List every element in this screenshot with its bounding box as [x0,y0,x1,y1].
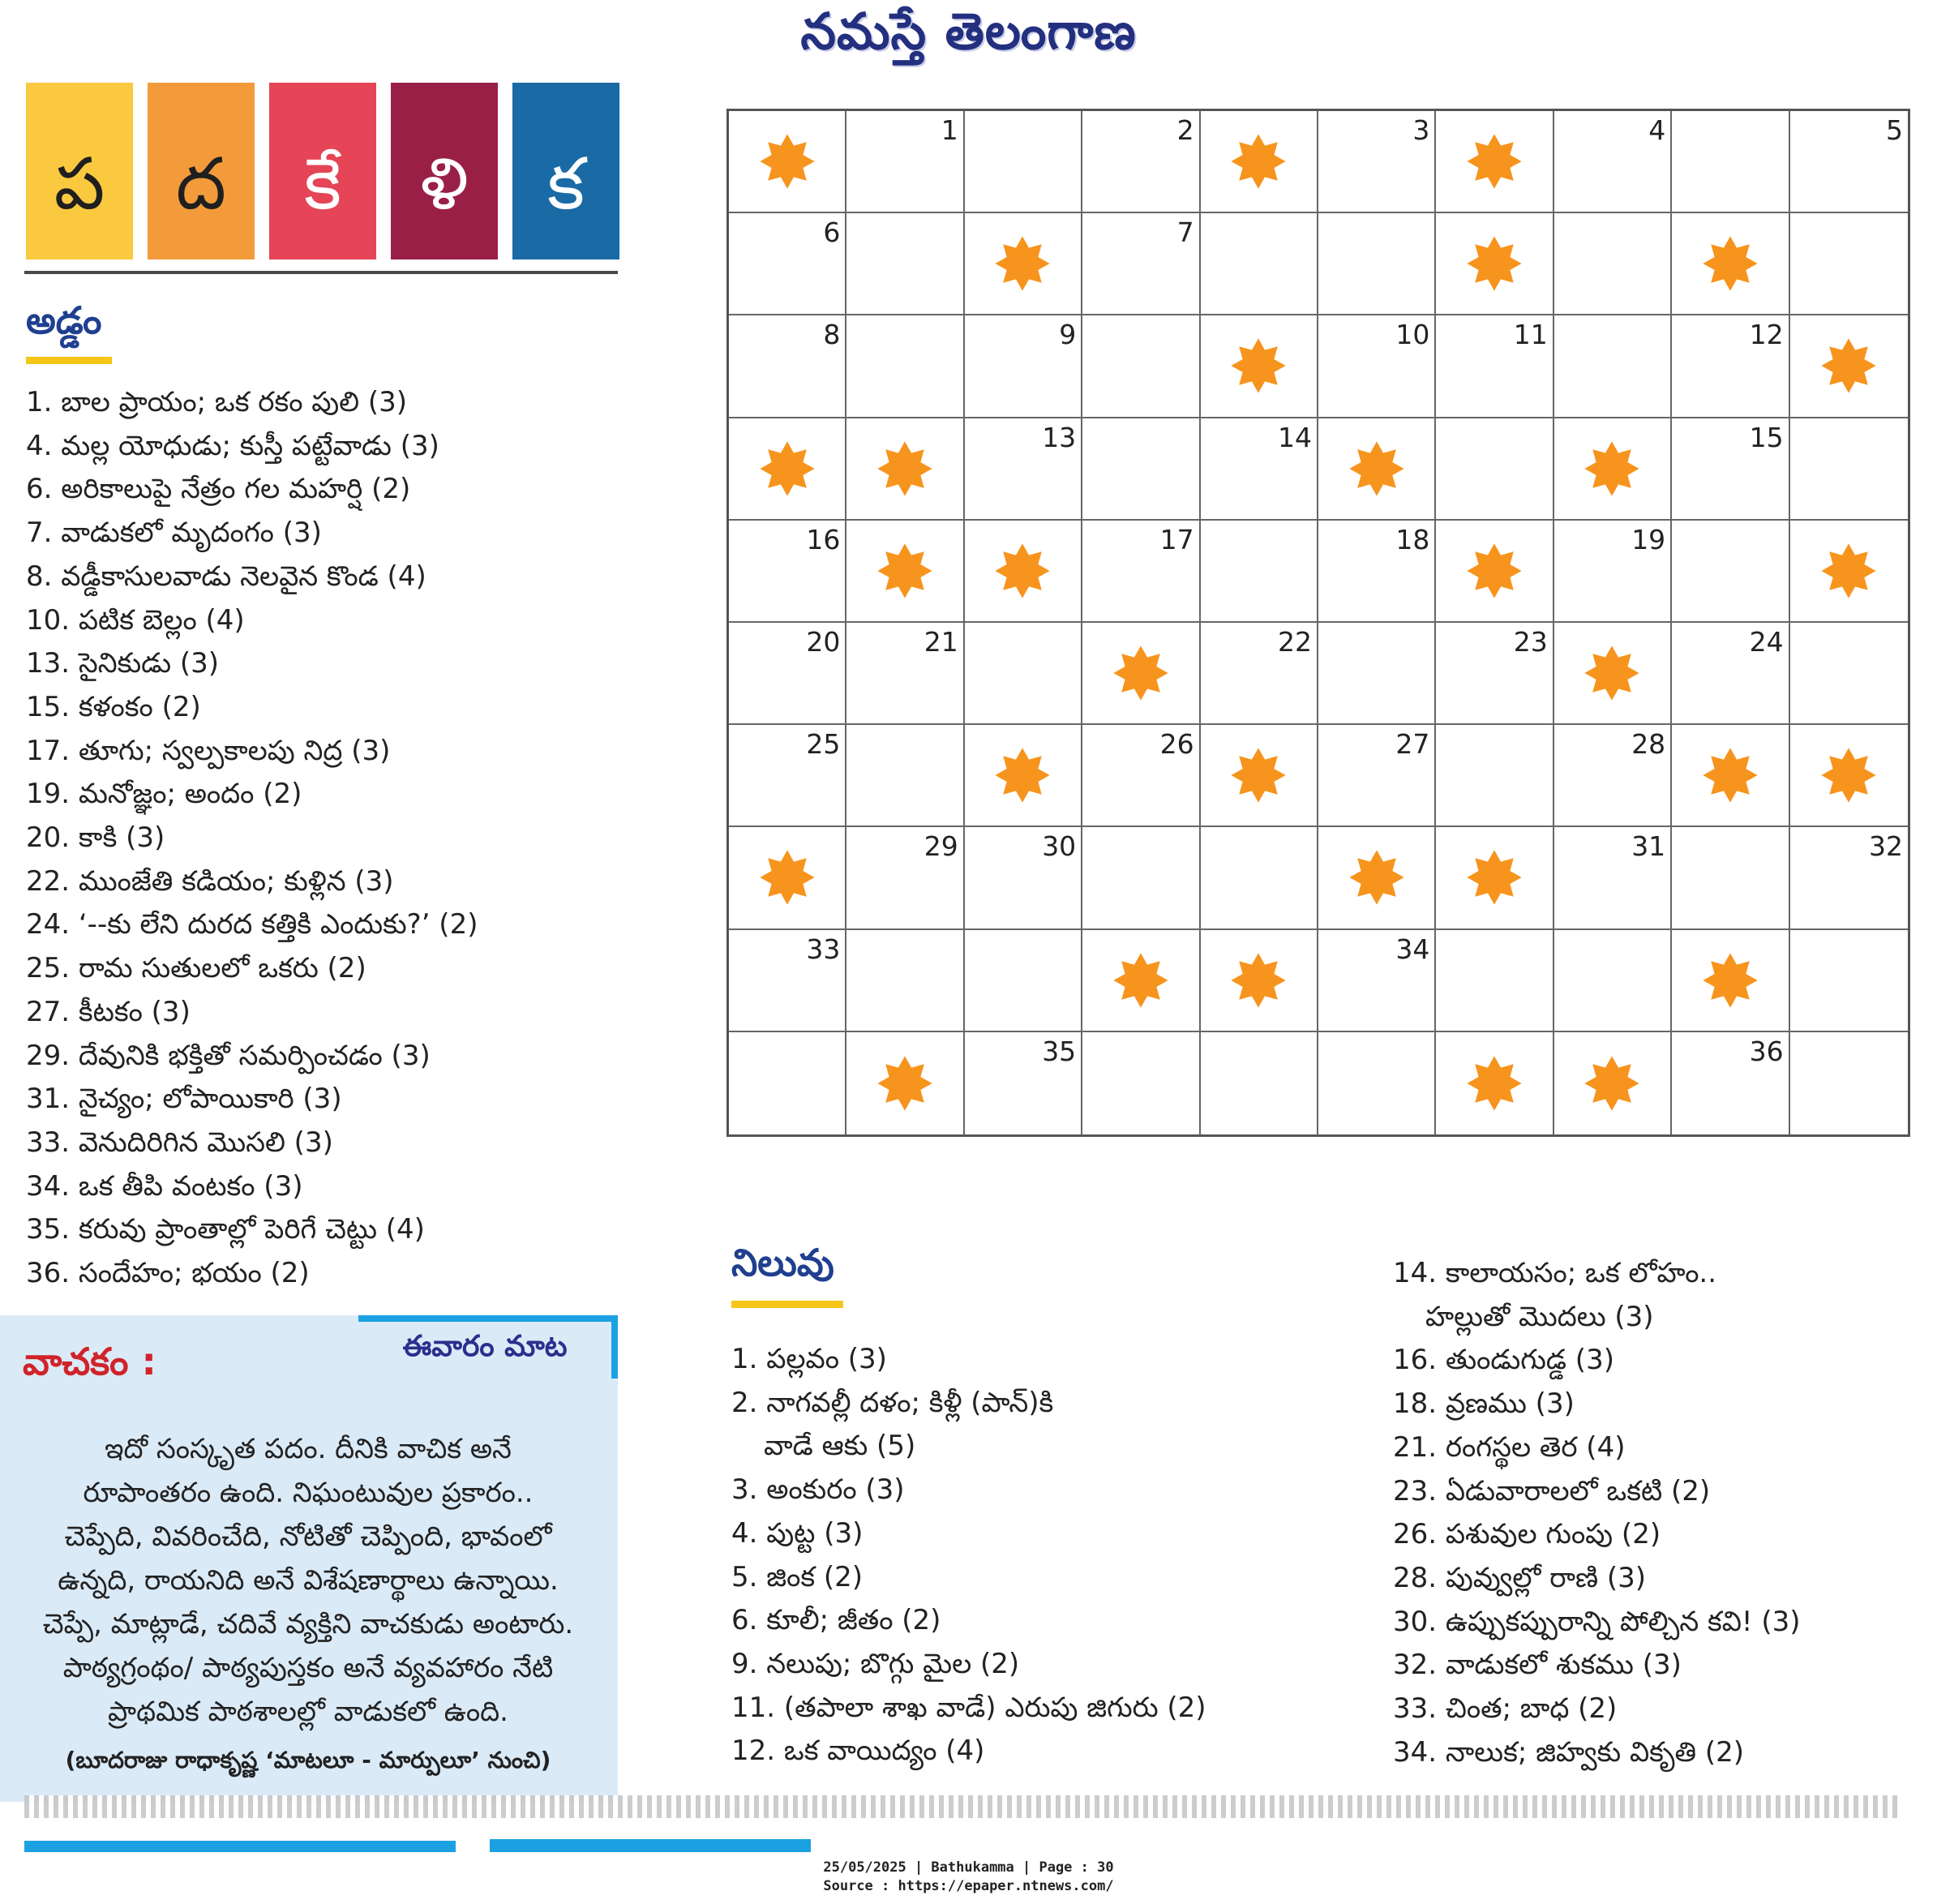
grid-cell[interactable] [1082,213,1200,315]
grid-cell[interactable] [965,315,1082,418]
word-of-week-line: చెప్పేది, వివరించేది, నోటితో చెప్పింది, భావంలో [64,1520,552,1553]
grid-cell[interactable] [1201,213,1318,315]
star-icon [1112,952,1169,1009]
grid-cell[interactable] [1554,315,1672,418]
cell-number: 35 [1042,1035,1077,1067]
star-icon [876,542,933,599]
grid-cell[interactable] [1082,111,1200,213]
grid-cell[interactable] [1790,930,1908,1032]
blocked-cell [846,1032,964,1134]
down-heading-underline [731,1301,843,1308]
grid-cell[interactable] [1318,725,1436,827]
star-icon [1583,645,1640,701]
blocked-cell [965,725,1082,827]
blocked-cell [1436,827,1553,929]
grid-cell[interactable] [1554,111,1672,213]
across-clue: 29. దేవునికి భక్తితో సమర్పించడం (3) [26,1039,431,1072]
cell-number: 34 [1395,933,1430,965]
grid-cell[interactable] [965,623,1082,725]
across-clue: 7. వాడుకలో మృదంగం (3) [26,517,322,550]
grid-cell[interactable] [1554,930,1672,1032]
blocked-cell [1201,315,1318,418]
star-icon [876,440,933,497]
title-tile: ప [26,83,133,259]
grid-cell[interactable] [846,315,964,418]
cell-number: 17 [1159,523,1194,555]
blocked-cell [1436,111,1553,213]
next-section-bar-left [24,1841,456,1852]
grid-cell[interactable] [1554,827,1672,929]
word-of-week-text [16,1427,600,1734]
grid-cell[interactable] [1082,827,1200,929]
grid-cell[interactable] [846,623,964,725]
star-icon [1466,235,1523,292]
across-clue: 17. తూగు; స్వల్పకాలపు నిద్ర (3) [26,734,391,767]
down-heading: నిలువు [731,1241,834,1284]
grid-cell[interactable] [1082,521,1200,623]
star-icon [1583,1055,1640,1112]
grid-cell[interactable] [1436,725,1553,827]
blocked-cell [1672,930,1789,1032]
star-icon [876,1055,933,1112]
word-of-week-line: చెప్పే, మాట్లాడే, చదివే వ్యక్తిని వాచకుడు అంటారు. [42,1608,574,1640]
across-clue: 8. వడ్డీకాసులవాడు నెలవైన కొండ (4) [26,560,426,593]
grid-cell[interactable] [1082,725,1200,827]
across-clue: 15. కళంకం (2) [26,690,201,723]
grid-cell[interactable] [1790,1032,1908,1134]
cell-number: 2 [1176,114,1194,146]
word-of-week-line: ఇదో సంస్కృత పదం. దీనికి వాచిక అనే [105,1433,512,1465]
star-icon [759,133,816,190]
grid-cell[interactable] [1672,521,1789,623]
down-clue: 11. (తపాలా శాఖ వాడే) ఎరుపు జిగురు (2) [731,1691,1206,1724]
across-clue: 13. సైనికుడు (3) [26,647,220,680]
down-clue: 26. పశువుల గుంపు (2) [1393,1518,1661,1551]
down-clue: 2. నాగవల్లీ దళం; కిళ్లీ (పాన్)కి [731,1386,1054,1419]
blocked-cell [965,521,1082,623]
grid-cell[interactable] [729,1032,846,1134]
cell-number: 14 [1277,421,1312,453]
blocked-cell [729,418,846,521]
star-icon [1230,133,1287,190]
title-tile: ద [148,83,255,259]
grid-cell[interactable] [846,930,964,1032]
grid-cell[interactable] [1318,930,1436,1032]
cell-number: 36 [1749,1035,1784,1067]
down-clue: 28. పువ్వుల్లో రాణి (3) [1393,1561,1647,1594]
grid-cell[interactable] [1318,111,1436,213]
down-clue: 21. రంగస్థల తెర (4) [1393,1430,1626,1464]
star-icon [1702,952,1759,1009]
grid-cell[interactable] [846,827,964,929]
cell-number: 30 [1042,830,1077,863]
grid-cell[interactable] [1790,418,1908,521]
star-icon [1230,747,1287,804]
grid-cell[interactable] [729,725,846,827]
cell-number: 21 [924,626,958,658]
down-clue: 30. ఉప్పుకప్పురాన్ని పోల్చిన కవి! (3) [1393,1605,1801,1638]
grid-cell[interactable] [1201,1032,1318,1134]
grid-cell[interactable] [1554,725,1672,827]
grid-cell[interactable] [1672,315,1789,418]
cell-number: 11 [1513,319,1548,351]
down-clue: 34. నాలుక; జిహ్వకు వికృతి (2) [1393,1735,1745,1769]
decorative-border [24,1795,1897,1818]
across-clue: 27. కీటకం (3) [26,995,191,1028]
cell-number: 10 [1395,319,1430,351]
blocked-cell [1082,930,1200,1032]
cell-number: 32 [1868,830,1903,863]
across-clue: 31. నైచ్యం; లోపాయికారి (3) [26,1083,342,1116]
across-clue: 35. కరువు ప్రాంతాల్లో పెరిగే చెట్టు (4) [26,1213,425,1246]
down-clue: 6. కూలీ; జీతం (2) [731,1604,941,1637]
grid-cell[interactable] [729,521,846,623]
grid-cell[interactable] [1318,213,1436,315]
grid-cell[interactable] [1672,623,1789,725]
blocked-cell [1201,930,1318,1032]
star-icon [1702,235,1759,292]
footer-source: Source : https://epaper.ntnews.com/ [823,1878,1114,1894]
blocked-cell [1436,213,1553,315]
star-icon [1702,747,1759,804]
grid-cell[interactable] [846,725,964,827]
grid-cell[interactable] [1790,623,1908,725]
word-of-week-line: రూపాంతరం ఉంది. నిఘంటువుల ప్రకారం.. [83,1477,534,1509]
masthead-logo: నమస్తే తెలంగాణ [800,2,1137,61]
grid-cell[interactable] [1201,827,1318,929]
word-of-week-title: వాచకం : [23,1340,156,1383]
grid-cell[interactable] [729,930,846,1032]
cell-number: 5 [1885,114,1903,146]
star-icon [994,542,1051,599]
star-icon [1466,542,1523,599]
star-icon [759,440,816,497]
cell-number: 29 [924,830,958,863]
grid-cell[interactable] [1672,111,1789,213]
grid-cell[interactable] [1318,1032,1436,1134]
cell-number: 4 [1648,114,1666,146]
down-clue: 4. పుట్ట (3) [731,1516,864,1550]
grid-cell[interactable] [1790,827,1908,929]
across-clue: 24. ‘--కు లేని దురద కత్తికి ఎందుకు?’ (2) [26,908,478,941]
blocked-cell [1554,623,1672,725]
star-icon [1348,440,1405,497]
across-clue: 4. మల్ల యోధుడు; కుస్తీ పట్టేవాడు (3) [26,429,439,462]
cell-number: 8 [823,319,841,351]
cell-number: 19 [1631,523,1666,555]
blocked-cell [1318,827,1436,929]
blocked-cell [729,111,846,213]
grid-cell[interactable] [965,418,1082,521]
cell-number: 24 [1749,626,1784,658]
down-clue-continuation: హల్లుతో మొదలు (3) [1425,1300,1654,1333]
grid-cell[interactable] [965,1032,1082,1134]
across-clue: 10. పటిక బెల్లం (4) [26,603,245,637]
grid-cell[interactable] [1082,315,1200,418]
grid-cell[interactable] [729,315,846,418]
star-icon [1466,849,1523,906]
grid-cell[interactable] [1436,930,1553,1032]
grid-cell[interactable] [1082,1032,1200,1134]
blocked-cell [1436,1032,1553,1134]
star-icon [1820,337,1877,394]
grid-cell[interactable] [1436,315,1553,418]
down-clue: 1. పల్లవం (3) [731,1343,887,1375]
title-tile: ళి [391,83,498,259]
cell-number: 25 [806,728,841,761]
grid-cell[interactable] [1790,111,1908,213]
blocked-cell [1554,418,1672,521]
blocked-cell [1790,315,1908,418]
grid-cell[interactable] [1318,623,1436,725]
cell-number: 20 [806,626,841,658]
star-icon [1820,542,1877,599]
across-heading: అడ్డం [26,298,102,342]
grid-cell[interactable] [846,111,964,213]
star-icon [759,849,816,906]
blocked-cell [1672,725,1789,827]
blocked-cell [965,213,1082,315]
down-clue: 16. తుండుగుడ్డ (3) [1393,1344,1614,1377]
cell-number: 27 [1395,728,1430,761]
grid-cell[interactable] [1436,418,1553,521]
down-clue: 12. ఒక వాయిద్యం (4) [731,1735,985,1768]
grid-cell[interactable] [1201,418,1318,521]
grid-cell[interactable] [1318,315,1436,418]
grid-cell[interactable] [1201,521,1318,623]
cell-number: 7 [1176,217,1194,249]
grid-cell[interactable] [1790,213,1908,315]
cell-number: 9 [1059,319,1077,351]
star-icon [994,235,1051,292]
cell-number: 26 [1159,728,1194,761]
blocked-cell [1554,1032,1672,1134]
blocked-cell [1436,521,1553,623]
grid-cell[interactable] [1201,623,1318,725]
blocked-cell [1201,111,1318,213]
page-footer [0,1859,1937,1896]
down-clue: 9. నలుపు; బొగ్గు మైల (2) [731,1647,1020,1680]
grid-cell[interactable] [965,930,1082,1032]
grid-cell[interactable] [1554,213,1672,315]
down-clue: 3. అంకురం (3) [731,1473,905,1507]
across-clue: 25. రామ సుతులలో ఒకరు (2) [26,952,366,985]
cell-number: 33 [806,933,841,965]
title-divider [24,271,618,274]
blocked-cell [1672,213,1789,315]
cell-number: 23 [1513,626,1548,658]
cell-number: 6 [823,217,841,249]
across-clue: 22. ముంజేతి కడియం; కుళ్లిన (3) [26,864,394,898]
across-clue: 33. వెనుదిరిగిన మొసలి (3) [26,1126,333,1159]
blocked-cell [846,418,964,521]
blocked-cell [1790,521,1908,623]
across-clue: 34. ఒక తీపి వంటకం (3) [26,1169,303,1203]
down-clue: 14. కాలాయసం; ఒక లోహం.. [1393,1257,1717,1289]
grid-cell[interactable] [1436,623,1553,725]
grid-cell[interactable] [965,827,1082,929]
down-clue: 32. వాడుకలో శుకము (3) [1393,1649,1682,1682]
grid-cell[interactable] [1318,521,1436,623]
star-icon [1583,440,1640,497]
across-heading-underline [26,357,112,364]
blocked-cell [846,521,964,623]
star-icon [1466,133,1523,190]
blocked-cell [1790,725,1908,827]
grid-cell[interactable] [965,111,1082,213]
across-clue: 1. బాల ప్రాయం; ఒక రకం పులి (3) [26,386,408,418]
cell-number: 22 [1277,626,1312,658]
grid-cell[interactable] [1672,418,1789,521]
word-of-week-credit: (బూదరాజు రాధాకృష్ణ ‘మాటలూ - మార్పులూ’ నుంచి) [65,1747,551,1773]
next-section-bar-right [490,1839,811,1852]
cell-number: 28 [1631,728,1666,761]
star-icon [1112,645,1169,701]
cell-number: 1 [941,114,958,146]
star-icon [1348,849,1405,906]
down-clue: 23. ఏడువారాలలో ఒకటి (2) [1393,1474,1711,1507]
blocked-cell [729,827,846,929]
word-of-week-line: ప్రాథమిక పాఠశాలల్లో వాడుకలో ఉంది. [108,1696,508,1728]
word-of-week-line: ఉన్నది, రాయనిది అనే విశేషణార్థాలు ఉన్నాయి. [58,1564,559,1597]
footer-date-page: 25/05/2025 | Bathukamma | Page : 30 [823,1859,1114,1876]
grid-cell[interactable] [846,213,964,315]
blocked-cell [1082,623,1200,725]
grid-cell[interactable] [729,623,846,725]
word-of-week-tab-label: ఈవారం మాట [402,1330,568,1363]
blocked-cell [1201,725,1318,827]
star-icon [1230,337,1287,394]
cell-number: 15 [1749,421,1784,453]
star-icon [1820,747,1877,804]
grid-cell[interactable] [1672,827,1789,929]
grid-cell[interactable] [1082,418,1200,521]
across-clue: 36. సందేహం; భయం (2) [26,1257,310,1289]
cell-number: 3 [1412,114,1430,146]
cell-number: 12 [1749,319,1784,351]
star-icon [1230,952,1287,1009]
cell-number: 31 [1631,830,1666,863]
across-clue: 6. అరికాలుపై నేత్రం గల మహర్షి (2) [26,473,411,506]
grid-cell[interactable] [1554,521,1672,623]
star-icon [994,747,1051,804]
cell-number: 16 [806,523,841,555]
cell-number: 13 [1042,421,1077,453]
grid-cell[interactable] [1672,1032,1789,1134]
down-clue: 33. చింత; బాధ (2) [1393,1692,1618,1725]
title-tile: కే [269,83,376,259]
blocked-cell [1318,418,1436,521]
down-clue: 18. వ్రణము (3) [1393,1387,1575,1421]
across-clue: 19. మనోజ్ఞం; అందం (2) [26,778,302,811]
down-clue: 5. జింక (2) [731,1560,864,1593]
across-clue: 20. కాకి (3) [26,821,165,854]
cell-number: 18 [1395,523,1430,555]
down-clue-continuation: వాడే ఆకు (5) [764,1430,916,1463]
grid-cell[interactable] [729,213,846,315]
star-icon [1466,1055,1523,1112]
crossword-grid [726,109,1910,1137]
word-of-week-line: పాఠ్యగ్రంథం/ పాఠ్యపుస్తకం అనే వ్యవహారం నేటి [62,1652,554,1684]
title-tile: క [512,83,619,259]
